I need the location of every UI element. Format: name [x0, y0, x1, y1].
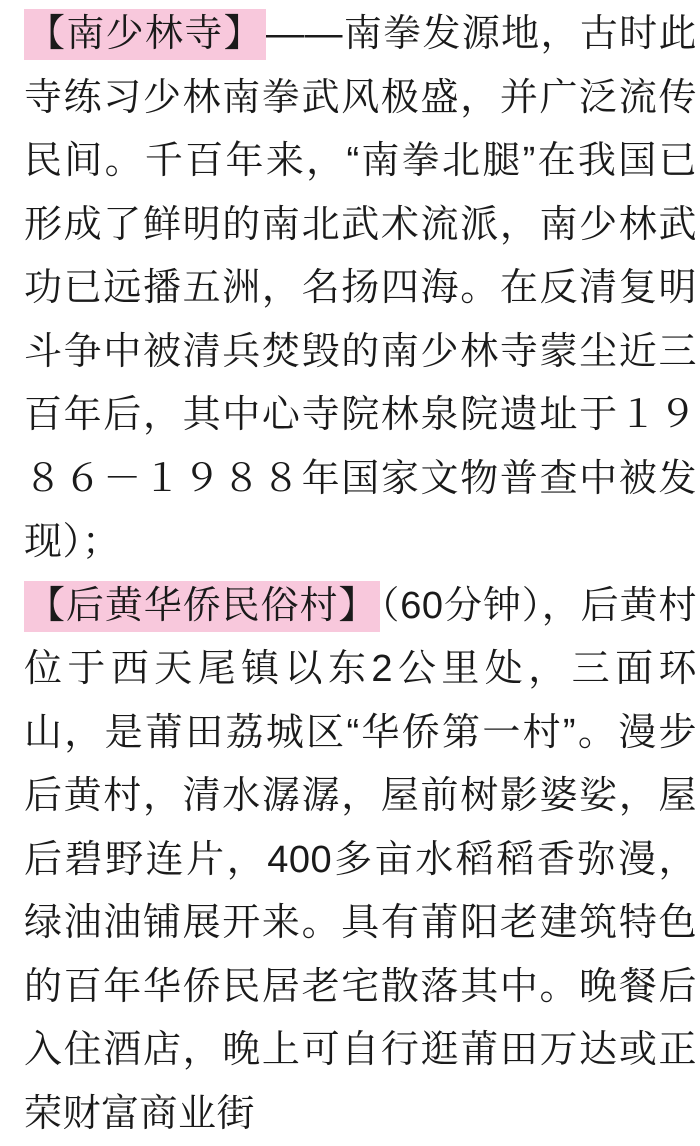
section-south-shaolin: [24, 3, 697, 575]
section-body-text: （60分钟），后黄村位于西天尾镇以东2公里处，三面环山，是莆田荔城区“华侨第一村”。漫步后黄村，清水潺潺，屋前树影婆娑，屋后碧野连片，400多亩水稻稻香弥漫，绿油油铺展开来。具有莆阳老建筑特色的百年华侨民居老宅散落其中。晚餐后入住酒店，晚上可自行逛莆田万达或正荣财富商业街: [24, 585, 697, 1135]
section-heading-highlight: 【南少林寺】: [24, 9, 266, 60]
section-heading-highlight: 【后黄华侨民俗村】: [24, 581, 380, 632]
section-houhuang-village: [24, 575, 697, 1146]
section-body-text: ——南拳发源地，古时此寺练习少林南拳武风极盛，并广泛流传民间。千百年来，“南拳北腿”在我国已形成了鲜明的南北武术流派，南少林武功已远播五洲，名扬四海。在反清复明斗争中被清兵焚毁的南少林寺蒙尘近三百年后，其中心寺院林泉院遗址于１９８６－１９８８年国家文物普查中被发现）；: [24, 13, 697, 563]
